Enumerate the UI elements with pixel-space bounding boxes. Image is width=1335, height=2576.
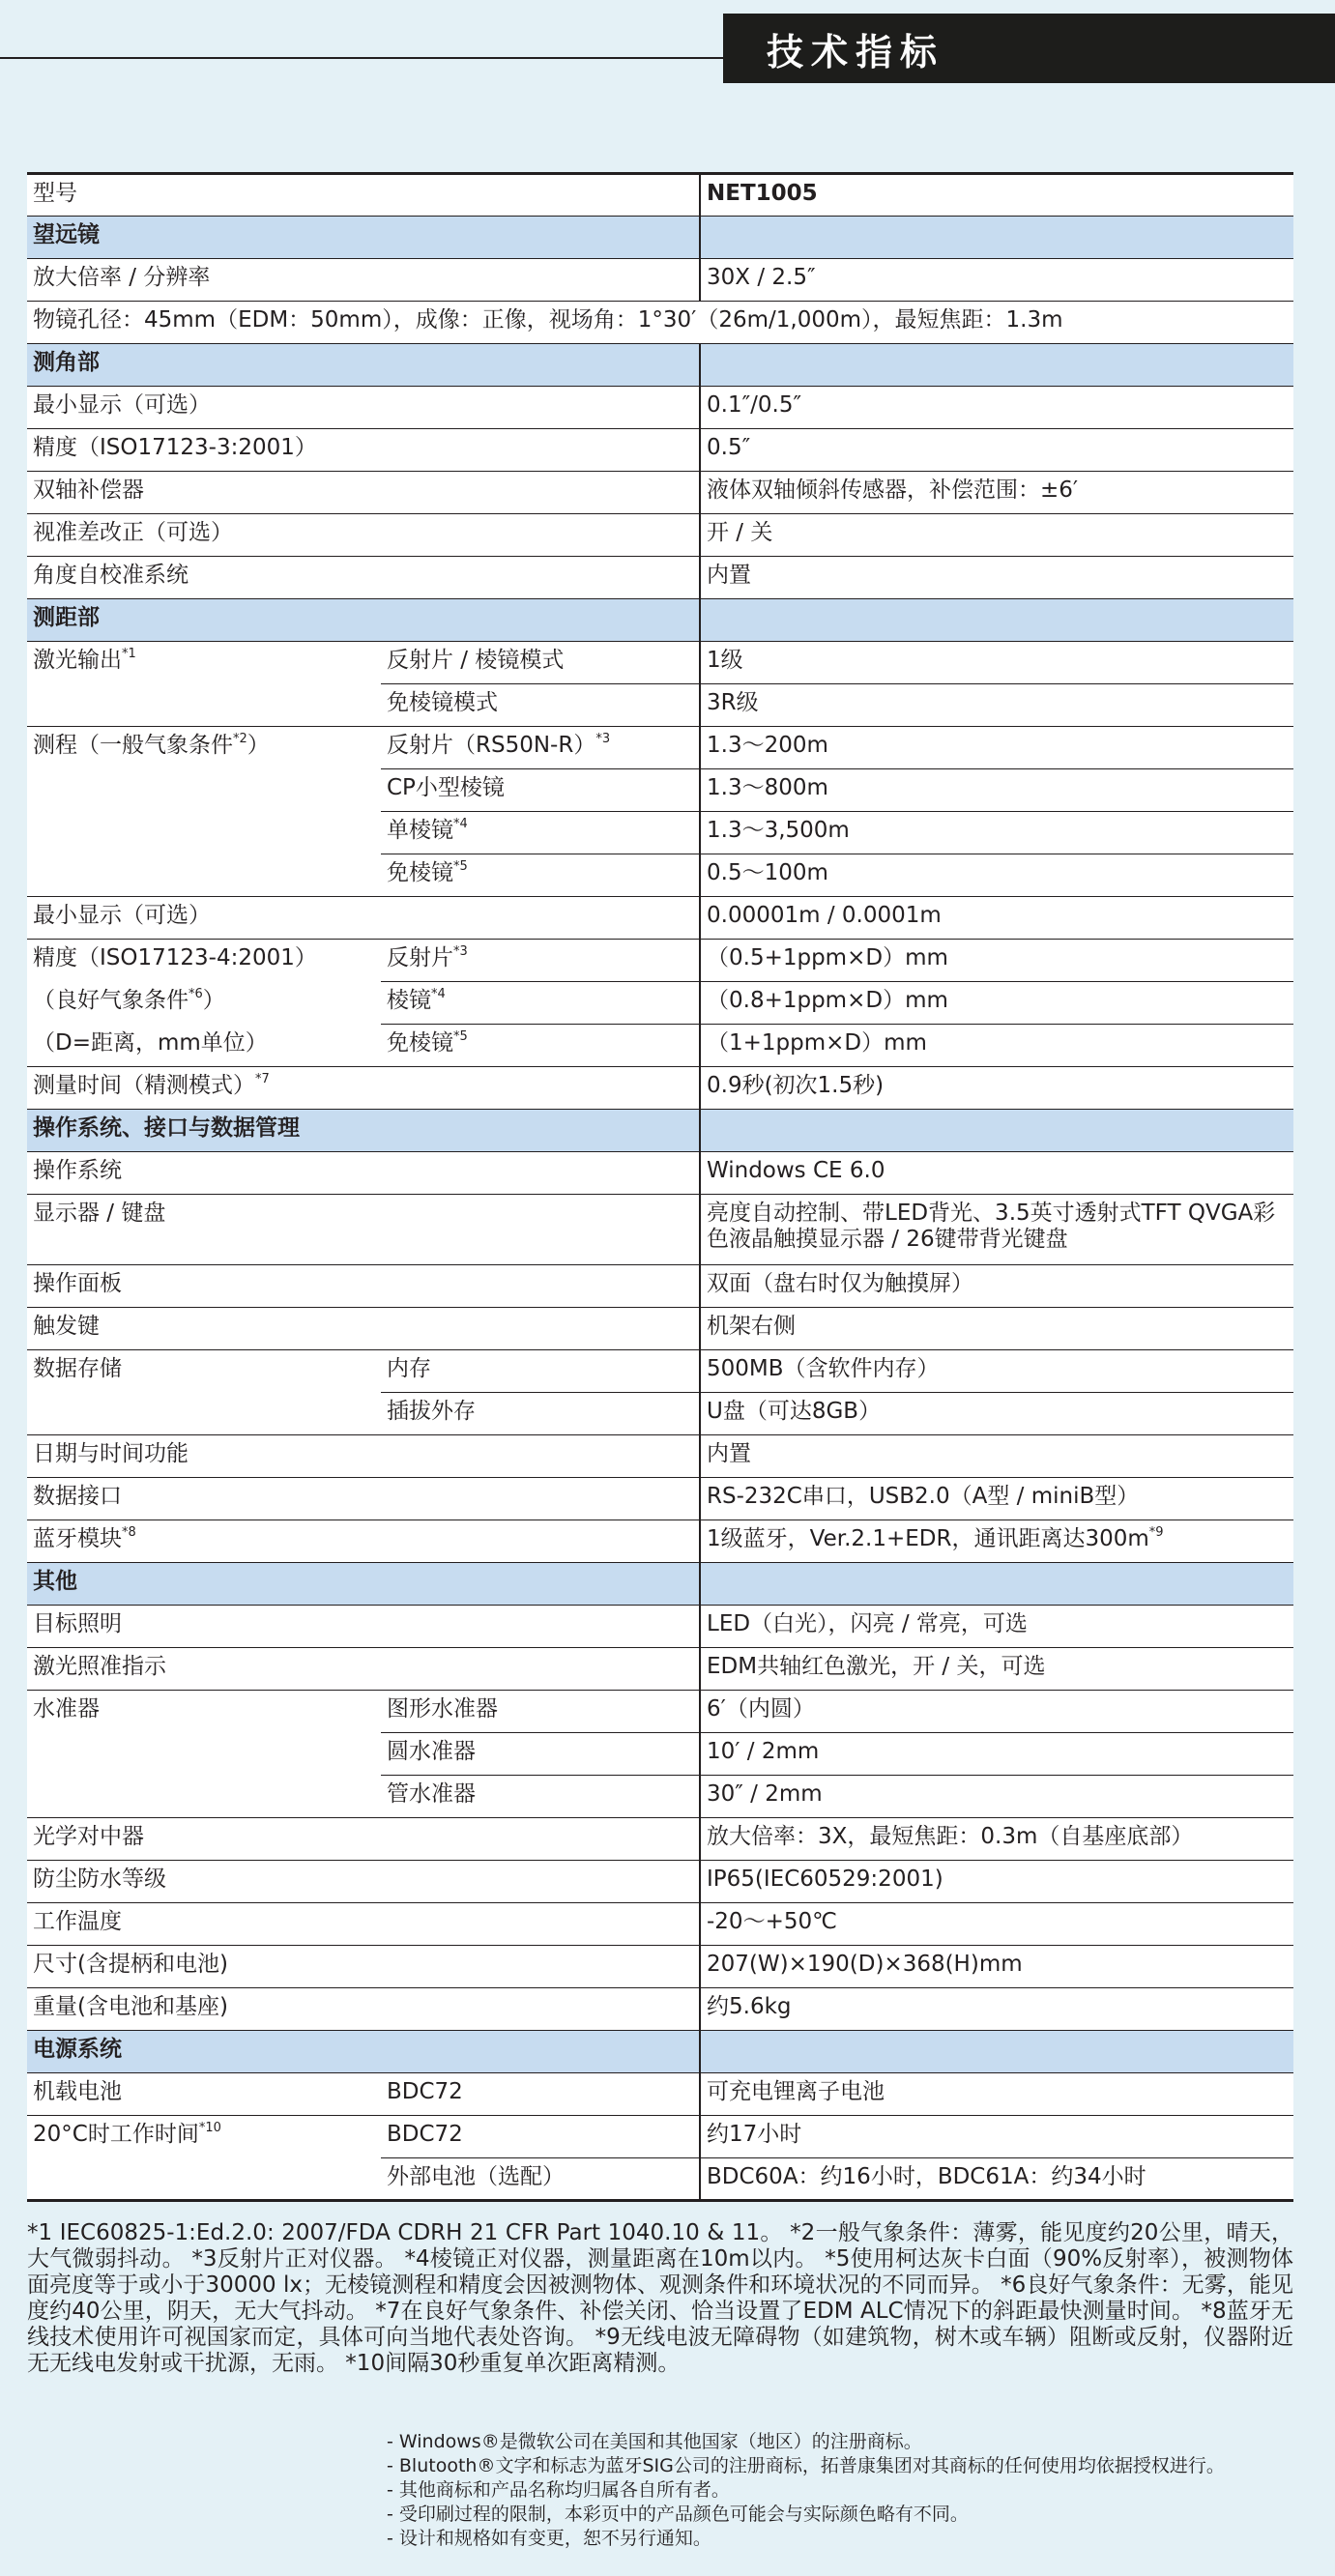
trademark-notes: [387, 2430, 1315, 2551]
spec-value: 约17小时: [700, 2116, 1293, 2158]
spec-label: 数据接口: [27, 1478, 700, 1520]
spec-value: （0.5+1ppm×D）mm: [700, 940, 1293, 982]
spec-label: 精度（ISO17123-4:2001）: [27, 940, 381, 982]
spec-row: [27, 557, 1293, 599]
spec-label: 最小显示（可选）: [27, 897, 700, 940]
spec-label: 操作系统: [27, 1152, 700, 1195]
spec-value: -20～+50℃: [700, 1903, 1293, 1946]
spec-value: 1.3～200m: [700, 727, 1293, 769]
spec-label: [27, 2116, 381, 2201]
spec-value: EDM共轴红色激光，开 / 关，可选: [700, 1648, 1293, 1691]
spec-row-model: [27, 174, 1293, 217]
spec-value: 约5.6kg: [700, 1988, 1293, 2031]
section-title: 操作系统、接口与数据管理: [27, 1110, 700, 1152]
spec-value: 内置: [700, 557, 1293, 599]
footnote-ref: *10: [198, 2121, 221, 2135]
section-header-os: [27, 1110, 1293, 1152]
spec-sublabel-text: 免棱镜: [387, 1030, 453, 1056]
spec-row: [27, 1903, 1293, 1946]
spec-value-text: 1级蓝牙，Ver.2.1+EDR，通讯距离达300m: [707, 1526, 1149, 1551]
spec-row: [27, 429, 1293, 472]
spec-label: 视准差改正（可选）: [27, 514, 700, 557]
spec-label: [27, 642, 381, 727]
spec-label: 工作温度: [27, 1903, 700, 1946]
spec-label: [27, 982, 381, 1025]
spec-value: 0.00001m / 0.0001m: [700, 897, 1293, 940]
spec-row: [27, 897, 1293, 940]
spec-row: [27, 940, 1293, 982]
section-blank: [700, 599, 1293, 642]
spec-value: [700, 1520, 1293, 1563]
spec-label: 日期与时间功能: [27, 1435, 700, 1478]
spec-sublabel: [381, 727, 700, 769]
spec-sublabel: 圆水准器: [381, 1733, 700, 1776]
spec-label-text: 测程（一般气象条件: [33, 733, 233, 758]
spec-value: 10′ / 2mm: [700, 1733, 1293, 1776]
spec-sublabel: [381, 982, 700, 1025]
footnote-ref: *8: [122, 1525, 136, 1540]
spec-row: [27, 2073, 1293, 2116]
spec-sublabel: [381, 812, 700, 854]
spec-value: 500MB（含软件内存）: [700, 1350, 1293, 1393]
spec-value: NET1005: [700, 174, 1293, 217]
footnote-ref: *5: [453, 859, 468, 874]
section-header-telescope: [27, 217, 1293, 259]
footnote-ref: *3: [453, 944, 468, 959]
footnote-ref: *1: [122, 647, 136, 661]
spec-row: [27, 1691, 1293, 1733]
spec-label: 机载电池: [27, 2073, 381, 2116]
spec-value: （1+1ppm×D）mm: [700, 1025, 1293, 1067]
spec-sublabel-text: 反射片（RS50N-R）: [387, 733, 596, 758]
spec-label: 水准器: [27, 1691, 381, 1818]
section-header-angle: [27, 344, 1293, 387]
trademark-note: - 设计和规格如有变更，恕不另行通知。: [387, 2528, 711, 2549]
spec-value: 双面（盘右时仅为触摸屏）: [700, 1265, 1293, 1308]
spec-row: [27, 1606, 1293, 1648]
section-header-power: [27, 2031, 1293, 2073]
spec-value: 机架右侧: [700, 1308, 1293, 1350]
spec-value: 0.1″/0.5″: [700, 387, 1293, 429]
footnote-ref: *4: [431, 987, 446, 1001]
spec-sublabel: 免棱镜模式: [381, 684, 700, 727]
spec-row: [27, 1648, 1293, 1691]
spec-label: 重量(含电池和基座): [27, 1988, 700, 2031]
spec-row: [27, 982, 1293, 1025]
spec-label-text: 蓝牙模块: [33, 1526, 122, 1551]
spec-row: [27, 727, 1293, 769]
spec-value: 6′（内圆）: [700, 1691, 1293, 1733]
spec-label-text: ）: [202, 987, 225, 1013]
spec-value: IP65(IEC60529:2001): [700, 1861, 1293, 1903]
spec-label: （D=距离，mm单位）: [27, 1025, 381, 1067]
spec-value: 30″ / 2mm: [700, 1776, 1293, 1818]
spec-label: 激光照准指示: [27, 1648, 700, 1691]
trademark-note: - 其他商标和产品名称均归属各自所有者。: [387, 2479, 730, 2501]
spec-row: [27, 1025, 1293, 1067]
section-title: 测距部: [27, 599, 700, 642]
spec-value: 1级: [700, 642, 1293, 684]
spec-row: [27, 514, 1293, 557]
spec-row: [27, 1520, 1293, 1563]
trademark-note: - Blutooth®文字和标志为蓝牙SIG公司的注册商标，拓普康集团对其商标的任何使用均依据授权进行。: [387, 2455, 1225, 2476]
spec-value: RS-232C串口，USB2.0（A型 / miniB型）: [700, 1478, 1293, 1520]
spec-label: 数据存储: [27, 1350, 381, 1435]
spec-row: [27, 1067, 1293, 1110]
spec-value: 放大倍率：3X，最短焦距：0.3m（自基座底部）: [700, 1818, 1293, 1861]
spec-row: [27, 1265, 1293, 1308]
spec-sublabel: [381, 854, 700, 897]
section-blank: [700, 344, 1293, 387]
spec-value: 0.9秒(初次1.5秒): [700, 1067, 1293, 1110]
section-title: 望远镜: [27, 217, 700, 259]
section-header-distance: [27, 599, 1293, 642]
spec-row: [27, 1152, 1293, 1195]
spec-label: 光学对中器: [27, 1818, 700, 1861]
footnote-ref: *6: [189, 986, 203, 1001]
spec-table: [27, 172, 1293, 2202]
spec-value: 可充电锂离子电池: [700, 2073, 1293, 2116]
spec-row: [27, 1478, 1293, 1520]
spec-label: 操作面板: [27, 1265, 700, 1308]
spec-row: [27, 302, 1293, 344]
spec-sublabel-text: 免棱镜: [387, 860, 453, 885]
spec-row: [27, 1435, 1293, 1478]
section-header-other: [27, 1563, 1293, 1606]
spec-sublabel: 内存: [381, 1350, 700, 1393]
footnote-ref: *2: [233, 732, 247, 746]
section-blank: [700, 2031, 1293, 2073]
spec-label: 角度自校准系统: [27, 557, 700, 599]
spec-sublabel: BDC72: [381, 2073, 700, 2116]
spec-label-text: 20°C时工作时间: [33, 2122, 199, 2147]
spec-label-text: 激光输出: [33, 648, 122, 673]
spec-sublabel-text: 反射片: [387, 945, 453, 970]
spec-row: [27, 642, 1293, 684]
spec-value: 内置: [700, 1435, 1293, 1478]
spec-value: 液体双轴倾斜传感器，补偿范围：±6′: [700, 472, 1293, 514]
spec-label: 目标照明: [27, 1606, 700, 1648]
spec-label-text: （良好气象条件: [33, 987, 189, 1013]
footnote-ref: *7: [255, 1072, 270, 1086]
spec-label: 精度（ISO17123-3:2001）: [27, 429, 700, 472]
spec-sublabel: 反射片 / 棱镜模式: [381, 642, 700, 684]
spec-value: （0.8+1ppm×D）mm: [700, 982, 1293, 1025]
spec-value: 0.5～100m: [700, 854, 1293, 897]
spec-row: [27, 1195, 1293, 1265]
section-title: 电源系统: [27, 2031, 700, 2073]
spec-row: [27, 1946, 1293, 1988]
spec-row: [27, 1988, 1293, 2031]
spec-value: 30X / 2.5″: [700, 259, 1293, 302]
footnote-ref: *3: [595, 732, 611, 746]
spec-value: 1.3～800m: [700, 769, 1293, 812]
spec-label: 型号: [27, 174, 700, 217]
footnote-ref: *4: [453, 817, 468, 831]
spec-sublabel: CP小型棱镜: [381, 769, 700, 812]
section-title: 其他: [27, 1563, 700, 1606]
spec-row: [27, 472, 1293, 514]
spec-label: [27, 727, 381, 897]
footnote-ref: *9: [1148, 1525, 1164, 1540]
page-title: 技术指标: [723, 14, 1335, 83]
spec-value: LED（白光），闪亮 / 常亮，可选: [700, 1606, 1293, 1648]
spec-label: 触发键: [27, 1308, 700, 1350]
spec-value: 亮度自动控制、带LED背光、3.5英寸透射式TFT QVGA彩色液晶触摸显示器 / 26键带背光键盘: [700, 1195, 1293, 1265]
spec-row: [27, 1308, 1293, 1350]
spec-sublabel: 插拔外存: [381, 1393, 700, 1435]
section-blank: [700, 217, 1293, 259]
footnote-ref: *5: [453, 1029, 468, 1044]
spec-row: [27, 387, 1293, 429]
spec-value: 开 / 关: [700, 514, 1293, 557]
spec-sublabel-text: 单棱镜: [387, 818, 453, 843]
section-blank: [700, 1563, 1293, 1606]
spec-label: [27, 1067, 700, 1110]
spec-value: 0.5″: [700, 429, 1293, 472]
spec-label: 显示器 / 键盘: [27, 1195, 700, 1265]
spec-full-row: 物镜孔径：45mm（EDM：50mm），成像：正像，视场角：1°30′（26m/1,000m），最短焦距：1.3m: [27, 302, 1293, 344]
spec-label: 防尘防水等级: [27, 1861, 700, 1903]
spec-value: 3R级: [700, 684, 1293, 727]
header-rule: [0, 57, 725, 59]
spec-row: [27, 2116, 1293, 2158]
spec-sublabel: [381, 940, 700, 982]
spec-sublabel: 管水准器: [381, 1776, 700, 1818]
trademark-note: - 受印刷过程的限制，本彩页中的产品颜色可能会与实际颜色略有不同。: [387, 2504, 969, 2525]
spec-value: 1.3～3,500m: [700, 812, 1293, 854]
spec-label: 最小显示（可选）: [27, 387, 700, 429]
spec-label-text: ）: [247, 733, 270, 758]
spec-row: [27, 1818, 1293, 1861]
spec-value: U盘（可达8GB）: [700, 1393, 1293, 1435]
spec-sublabel: 外部电池（选配）: [381, 2158, 700, 2201]
spec-value: Windows CE 6.0: [700, 1152, 1293, 1195]
spec-row: [27, 259, 1293, 302]
spec-value: BDC60A：约16小时，BDC61A：约34小时: [700, 2158, 1293, 2201]
section-title: 测角部: [27, 344, 700, 387]
spec-row: [27, 1350, 1293, 1393]
spec-label: 双轴补偿器: [27, 472, 700, 514]
spec-label: [27, 1520, 700, 1563]
spec-sublabel: [381, 1025, 700, 1067]
section-blank: [700, 1110, 1293, 1152]
spec-sublabel-text: 棱镜: [387, 988, 431, 1013]
spec-value: 207(W)×190(D)×368(H)mm: [700, 1946, 1293, 1988]
spec-label: 尺寸(含提柄和电池): [27, 1946, 700, 1988]
spec-label: 放大倍率 / 分辨率: [27, 259, 700, 302]
footnotes: *1 IEC60825-1:Ed.2.0: 2007/FDA CDRH 21 CFR Part 1040.10 & 11。 *2一般气象条件：薄雾，能见度约20公里，晴天，大气微弱抖动。 *3反射片正对仪器。 *4棱镜正对仪器，测量距离在10m以内。 *5使用柯达灰卡白面（90%反射率），被测物体面亮度等于或小于30000 lx；无棱镜测程和精度会因被测物体、观测条件和环境状况的不同而异。 *6良好气象条件：无雾，能见度约40公里，阴天，无大气抖动。 *7在良好气象条件、补偿关闭、恰当设置了EDM ALC情况下的斜距最快测量时间。 *8蓝牙无线技术使用许可视国家而定，具体可向当地代表处咨询。 *9无线电波无障碍物（如建筑物，树木或车辆）阻断或反射，仪器附近无无线电发射或干扰源，无雨。 *10间隔30秒重复单次距离精测。: [27, 2220, 1293, 2376]
trademark-note: - Windows®是微软公司在美国和其他国家（地区）的注册商标。: [387, 2431, 922, 2452]
spec-row: [27, 1861, 1293, 1903]
spec-sublabel: 图形水准器: [381, 1691, 700, 1733]
spec-label-text: 测量时间（精测模式）: [33, 1073, 255, 1098]
spec-sublabel: BDC72: [381, 2116, 700, 2158]
